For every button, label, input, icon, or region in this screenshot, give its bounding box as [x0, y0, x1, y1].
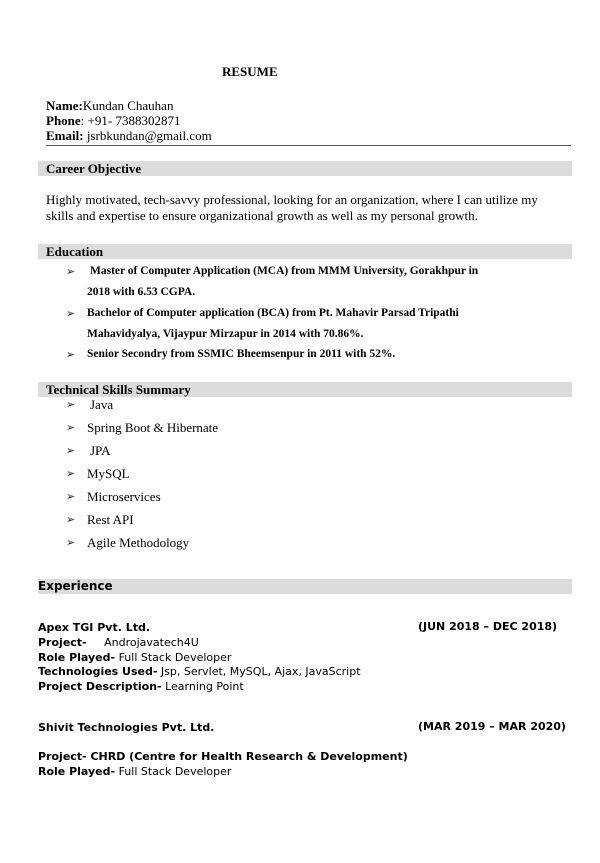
arrow-bullet-icon: ➢	[66, 307, 76, 320]
name-value: Kundan Chauhan	[82, 98, 174, 113]
job-company: Shivit Technologies Pvt. Ltd.	[38, 721, 215, 734]
skill-item: Agile Methodology	[87, 535, 190, 550]
arrow-bullet-icon: ➢	[66, 536, 76, 549]
job-technologies	[38, 664, 361, 679]
career-objective-text: Highly motivated, tech-savvy professional, looking for an organization, where I can utilize my skills and expertise to ensure organizational growth as well as my personal growth.	[46, 192, 538, 223]
project-label: Project-	[38, 750, 87, 763]
arrow-bullet-icon: ➢	[66, 513, 76, 526]
header-divider	[46, 145, 571, 146]
education-heading: Education	[38, 244, 572, 259]
skill-item: Microservices	[87, 489, 161, 504]
arrow-bullet-icon: ➢	[66, 265, 76, 278]
desc-label: Project Description-	[38, 680, 162, 693]
experience-heading: Experience	[38, 579, 572, 594]
tech-label: Technologies Used-	[38, 665, 158, 678]
contact-phone	[46, 113, 180, 128]
skill-item: Java	[90, 397, 114, 412]
arrow-bullet-icon: ➢	[66, 467, 76, 480]
project-label: Project-	[38, 636, 87, 649]
phone-label: Phone	[46, 113, 81, 128]
job-dates: (MAR 2019 – MAR 2020)	[418, 720, 566, 733]
job-dates: (JUN 2018 – DEC 2018)	[418, 620, 558, 633]
job-description	[38, 679, 244, 694]
arrow-bullet-icon: ➢	[66, 421, 76, 434]
arrow-bullet-icon: ➢	[66, 444, 76, 457]
skill-item: Spring Boot & Hibernate	[87, 420, 219, 435]
skills-heading: Technical Skills Summary	[38, 382, 572, 397]
project-value: Androjavatech4U	[86, 636, 199, 649]
arrow-bullet-icon: ➢	[66, 398, 76, 411]
education-item-cont: Mahavidyalya, Vijaypur Mirzapur in 2014 with 70.86%.	[87, 328, 364, 340]
phone-value: : +91- 7388302871	[80, 113, 181, 128]
desc-value: Learning Point	[161, 680, 244, 693]
email-value[interactable]: jsrbkundan@gmail.com	[83, 128, 212, 143]
role-label: Role Played-	[38, 765, 116, 778]
education-item: Senior Secondry from SSMIC Bheemsenpur in 2011 with 52%.	[87, 348, 396, 360]
job-project	[38, 635, 199, 650]
email-label: Email:	[46, 128, 84, 143]
skill-item: JPA	[90, 443, 111, 458]
education-item: Bachelor of Computer application (BCA) from Pt. Mahavir Parsad Tripathi	[87, 307, 459, 319]
project-value: CHRD (Centre for Health Research & Development)	[86, 750, 408, 763]
arrow-bullet-icon: ➢	[66, 490, 76, 503]
job-role	[38, 764, 231, 779]
skill-item: Rest API	[87, 512, 134, 527]
role-label: Role Played-	[38, 651, 116, 664]
name-label: Name:	[46, 98, 83, 113]
role-value: Full Stack Developer	[115, 765, 232, 778]
tech-value: Jsp, Servlet, MySQL, Ajax, JavaScript	[157, 665, 361, 678]
job-project	[38, 749, 408, 764]
education-item-cont: 2018 with 6.53 CGPA.	[87, 286, 196, 298]
contact-email	[46, 128, 212, 143]
education-item: Master of Computer Application (MCA) from MMM University, Gorakhpur in	[90, 265, 479, 277]
career-objective-heading: Career Objective	[38, 161, 572, 176]
arrow-bullet-icon: ➢	[66, 348, 76, 361]
role-value: Full Stack Developer	[115, 651, 232, 664]
contact-name	[46, 98, 173, 113]
resume-title: RESUME	[222, 64, 278, 79]
job-role	[38, 650, 231, 665]
skill-item: MySQL	[87, 466, 130, 481]
job-company: Apex TGI Pvt. Ltd.	[38, 621, 151, 634]
